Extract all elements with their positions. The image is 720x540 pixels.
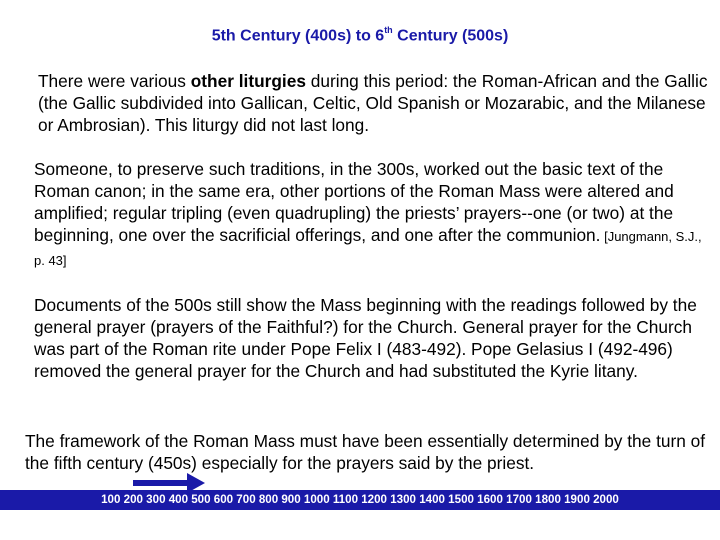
- timeline-year-900: 900: [281, 493, 301, 506]
- century-timeline: [0, 490, 720, 510]
- timeline-year-500: 500: [191, 493, 211, 506]
- paragraph-roman-canon: [34, 158, 714, 272]
- p1-before: There were various: [38, 71, 191, 91]
- timeline-year-1800: 1800: [535, 493, 561, 506]
- timeline-year-1300: 1300: [390, 493, 416, 506]
- paragraph-general-prayer: [34, 294, 714, 382]
- p2-citation: [Jungmann, S.J., p. 43]: [34, 229, 702, 268]
- timeline-year-800: 800: [258, 493, 279, 506]
- timeline-year-400: 400: [168, 493, 189, 506]
- timeline-year-1000: 1000: [303, 493, 330, 506]
- title-part1: 5th Century (400s) to 6: [211, 27, 385, 45]
- paragraph-framework: [25, 430, 715, 474]
- timeline-year-1700: 1700: [506, 493, 532, 506]
- timeline-year-700: 700: [236, 493, 256, 506]
- timeline-year-1200: 1200: [361, 493, 388, 506]
- timeline-year-300: 300: [146, 493, 166, 506]
- title-superscript: th: [384, 25, 393, 35]
- timeline-year-1500: 1500: [448, 493, 474, 506]
- timeline-year-1900: 1900: [564, 493, 590, 506]
- timeline-year-1600: 1600: [477, 493, 503, 506]
- p3-text: Documents of the 500s still show the Mass beginning with the readings followed by the general prayer (prayers of the Faithful?) for the Church. General prayer for the Church was part of the Roman rite under Pope Felix I (483-492). Pope Gelasius I (492-496) removed the general prayer for the Church and had substituted the Kyrie litany.: [34, 295, 697, 381]
- p1-after: during this period: the Roman-African and the Gallic (the Gallic subdivided into Gallican, Celtic, Old Spanish or Mozarabic, and the Milanese or Ambrosian). This liturgy did not last long.: [38, 71, 708, 135]
- p2-text: Someone, to preserve such traditions, in the 300s, worked out the basic text of the Roman canon; in the same era, other portions of the Roman Mass were altered and amplified; regular tripling (even quadrupling) the priests’ prayers--one (or two) at the beginning, one over the sacrificial offerings, and one after the communion.: [34, 159, 674, 245]
- title-part2: Century (500s): [392, 27, 509, 45]
- timeline-year-100: 100: [101, 493, 121, 506]
- timeline-year-1100: 1100: [332, 493, 359, 506]
- timeline-year-200: 200: [123, 493, 143, 506]
- slide-title: [0, 26, 720, 45]
- timeline-year-1400: 1400: [419, 493, 445, 506]
- p4-text: The framework of the Roman Mass must have been essentially determined by the turn of the fifth century (450s) especially for the prayers said by the priest.: [25, 431, 706, 473]
- timeline-year-2000: 2000: [593, 493, 619, 506]
- timeline-year-600: 600: [213, 493, 234, 506]
- p1-bold: other liturgies: [190, 71, 306, 91]
- paragraph-other-liturgies: [38, 70, 718, 136]
